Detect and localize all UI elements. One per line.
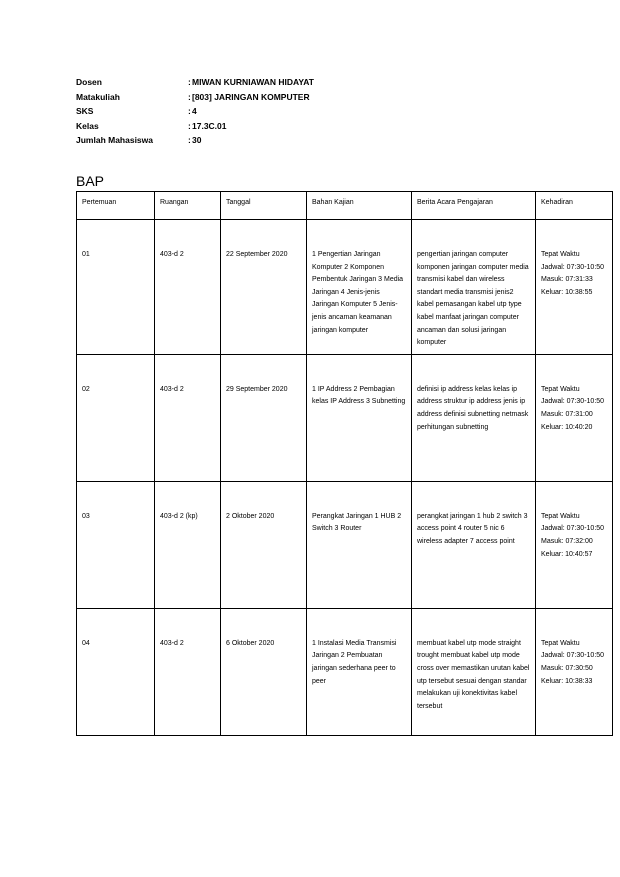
info-row-kelas [76,119,314,134]
cell-berita-acara: membuat kabel utp mode straight trought membuat kabel utp mode cross over memastikan urutan kabel utp tersebut sesuai dengan standar melakukan uji konektivitas kabel tersebut [412,608,536,735]
bap-title: BAP [76,173,105,189]
kelas-label: Kelas [76,120,99,131]
cell-pertemuan: 02 [77,354,155,481]
dosen-value: MIWAN KURNIAWAN HIDAYAT [192,77,314,88]
kelas-separator: : [188,120,191,131]
sks-separator: : [188,106,191,117]
kelas-value: 17.3C.01 [192,120,227,131]
info-row-sks [76,104,314,119]
cell-berita-acara: perangkat jaringan 1 hub 2 switch 3 access point 4 router 5 nic 6 wireless adapter 7 access point [412,481,536,608]
matakuliah-value: [803] JARINGAN KOMPUTER [192,91,310,102]
bap-table [76,191,613,736]
cell-tanggal: 29 September 2020 [221,354,307,481]
cell-pertemuan: 01 [77,220,155,355]
cell-bahan-kajian: 1 IP Address 2 Pembagian kelas IP Address 3 Subnetting [307,354,412,481]
cell-ruangan: 403-d 2 [155,220,221,355]
header-pertemuan: Pertemuan [77,192,155,220]
jumlah-separator: : [188,135,191,146]
matakuliah-label: Matakuliah [76,91,120,102]
cell-berita-acara: definisi ip address kelas kelas ip address struktur ip address jenis ip address definisi subnetting netmask perhitungan subnetting [412,354,536,481]
cell-pertemuan: 04 [77,608,155,735]
cell-ruangan: 403-d 2 (kp) [155,481,221,608]
table-row [77,220,613,355]
cell-kehadiran: Tepat Waktu Jadwal: 07:30-10:50 Masuk: 07:31:00 Keluar: 10:40:20 [536,354,613,481]
matakuliah-separator: : [188,91,191,102]
cell-ruangan: 403-d 2 [155,608,221,735]
jumlah-value: 30 [192,135,202,146]
sks-label: SKS [76,106,94,117]
dosen-label: Dosen [76,77,102,88]
header-kehadiran: Kehadiran [536,192,613,220]
cell-kehadiran: Tepat Waktu Jadwal: 07:30-10:50 Masuk: 07:32:00 Keluar: 10:40:57 [536,481,613,608]
cell-kehadiran: Tepat Waktu Jadwal: 07:30-10:50 Masuk: 07:30:50 Keluar: 10:38:33 [536,608,613,735]
info-row-matakuliah [76,90,314,105]
sks-value: 4 [192,106,197,117]
header-berita-acara: Berita Acara Pengajaran [412,192,536,220]
info-row-dosen [76,75,314,90]
cell-bahan-kajian: 1 Pengertian Jaringan Komputer 2 Komponen Pembentuk Jaringan 3 Media Jaringan 4 Jenis-jenis Jaringan Komputer 5 Jenis-jenis ancaman keamanan jaringan komputer [307,220,412,355]
table-row [77,608,613,735]
table-row [77,481,613,608]
course-info [76,75,314,148]
header-ruangan: Ruangan [155,192,221,220]
cell-pertemuan: 03 [77,481,155,608]
info-row-jumlah [76,133,314,148]
cell-berita-acara: pengertian jaringan computer komponen jaringan computer media transmisi kabel dan wireless standart media transmisi jenis2 kabel pemasangan kabel utp type kabel manfaat jaringan computer ancaman dan solusi jaringan komputer [412,220,536,355]
cell-kehadiran: Tepat Waktu Jadwal: 07:30-10:50 Masuk: 07:31:33 Keluar: 10:38:55 [536,220,613,355]
cell-tanggal: 22 September 2020 [221,220,307,355]
header-bahan-kajian: Bahan Kajian [307,192,412,220]
cell-tanggal: 6 Oktober 2020 [221,608,307,735]
header-tanggal: Tanggal [221,192,307,220]
jumlah-label: Jumlah Mahasiswa [76,135,154,146]
dosen-separator: : [188,77,191,88]
cell-bahan-kajian: Perangkat Jaringan 1 HUB 2 Switch 3 Router [307,481,412,608]
table-row [77,354,613,481]
table-header-row [77,192,613,220]
cell-ruangan: 403-d 2 [155,354,221,481]
cell-bahan-kajian: 1 Instalasi Media Transmisi Jaringan 2 Pembuatan jaringan sederhana peer to peer [307,608,412,735]
cell-tanggal: 2 Oktober 2020 [221,481,307,608]
